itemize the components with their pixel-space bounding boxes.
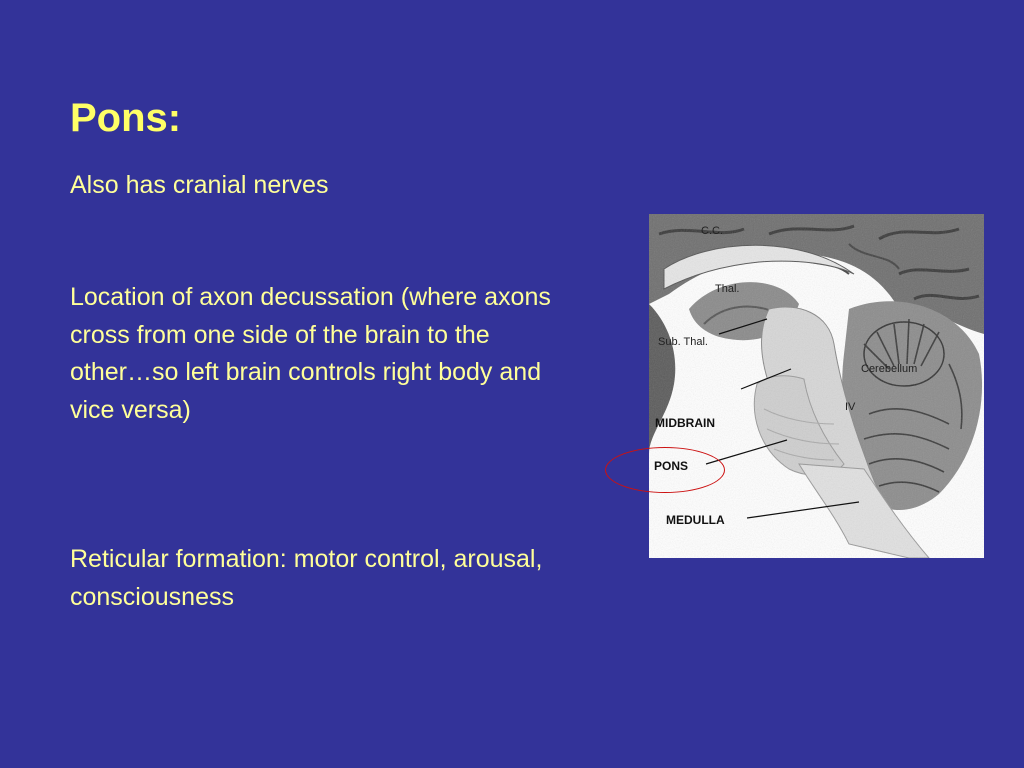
bullet-cranial-nerves: Also has cranial nerves [70, 171, 329, 199]
label-midbrain: MIDBRAIN [655, 416, 715, 430]
label-thal: Thal. [715, 283, 740, 295]
label-cerebellum: Cerebellum [861, 363, 918, 375]
label-medulla: MEDULLA [666, 513, 725, 527]
brain-sagittal-figure [649, 214, 984, 558]
label-iv: IV [845, 401, 856, 413]
bullet-axon-decussation: Location of axon decussation (where axons cross from one side of the brain to the other…so left brain controls right body and vice versa) [70, 283, 551, 424]
pons-highlight-circle [605, 447, 725, 493]
label-pons: PONS [654, 459, 689, 473]
brain-illustration [649, 214, 984, 558]
label-cc: C.C. [701, 225, 723, 237]
bullet-reticular-formation: Reticular formation: motor control, arousal, consciousness [70, 545, 543, 611]
label-sub-thal: Sub. Thal. [658, 336, 708, 348]
slide-title: Pons: [70, 96, 182, 140]
